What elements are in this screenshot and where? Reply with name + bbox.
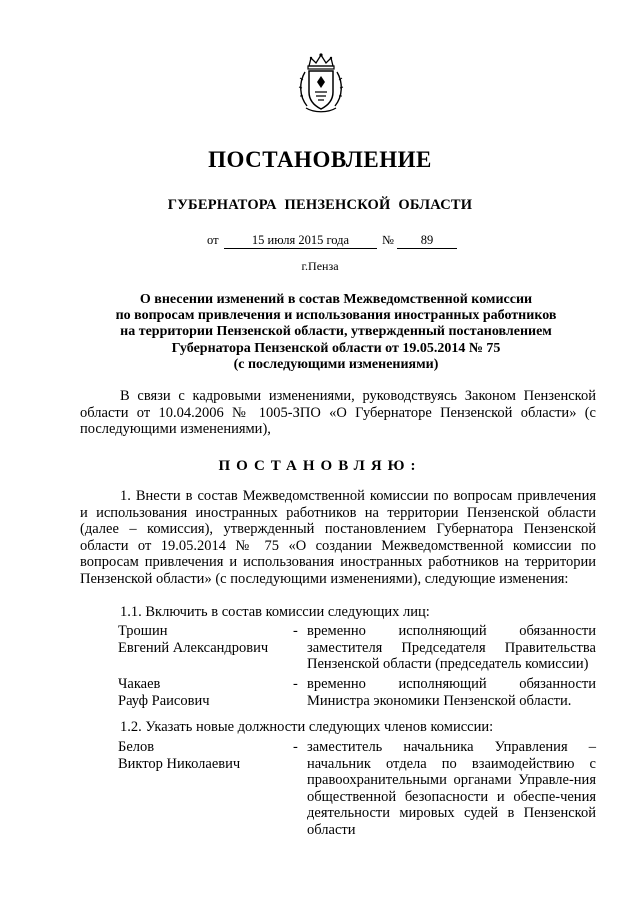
person-surname: Белов (118, 739, 155, 755)
document-subtitle: ГУБЕРНАТОРА ПЕНЗЕНСКОЙ ОБЛАСТИ (167, 197, 473, 213)
person-role: заместитель начальника Управления – начальник отдела по взаимодействию с правоохранительными органами Управле-ния общественной безопасности и обеспе-чения деятельности мировых судей в Пензенской области (307, 739, 596, 838)
heading-line: Губернатора Пензенской области от 19.05.2014 № 75 (171, 340, 501, 356)
intro-paragraph: В связи с кадровыми изменениями, руководствуясь Законом Пензенской области от 10.04.2006 № 1005-ЗПО «О Губернаторе Пензенской области» (с последующими изменениями), (80, 388, 596, 438)
item-1-paragraph: 1. Внести в состав Межведомственной комиссии по вопросам привлечения и использования иностранных работников на территории Пензенской области (далее – комиссия), утвержденный постановлением Губернатора Пензенской области от 19.05.2014 № 75 «О создании Межведомственной комиссии по вопросам привлечения и использования иностранных работников на территории Пензенской области» (с последующими изменениями), следующие изменения: (80, 488, 596, 587)
document-city: г.Пенза (301, 259, 339, 273)
date-from-label: от (207, 233, 219, 247)
person-role: временно исполняющий обязанности Министра экономики Пензенской области. (307, 676, 596, 709)
heading-line: О внесении изменений в состав Межведомственной комиссии (139, 292, 533, 307)
person-surname: Чакаев (118, 676, 161, 692)
item-1-2-paragraph: 1.2. Указать новые должности следующих членов комиссии: (120, 719, 494, 735)
role-dash: - (293, 623, 298, 639)
document-heading (96, 292, 576, 373)
item-1-1-paragraph: 1.1. Включить в состав комиссии следующих лиц: (120, 604, 430, 620)
person-surname: Трошин (118, 623, 168, 639)
person-given-names: Евгений Александрович (118, 639, 269, 656)
person-given-names: Рауф Раисович (118, 692, 210, 709)
heading-line: на территории Пензенской области, утвержденный постановлением (120, 324, 552, 340)
document-date: 15 июля 2015 года (224, 233, 377, 249)
coat-of-arms-icon (296, 52, 346, 114)
person-role: временно исполняющий обязанности заместителя Председателя Правительства Пензенской области (председатель комиссии) (307, 623, 596, 673)
heading-line: по вопросам привлечения и использования иностранных работников (115, 308, 557, 324)
role-dash: - (293, 676, 298, 692)
person-given-names: Виктор Николаевич (118, 755, 241, 772)
person-name (118, 676, 298, 709)
heading-line: (с последующими изменениями) (233, 356, 439, 372)
person-name (118, 739, 298, 772)
document-number: 89 (397, 233, 457, 249)
person-name (118, 623, 298, 656)
role-dash: - (293, 739, 298, 755)
resolve-heading: ПОСТАНОВЛЯЮ: (218, 458, 422, 474)
document-title: ПОСТАНОВЛЕНИЕ (208, 147, 432, 172)
number-label: № (382, 233, 394, 247)
